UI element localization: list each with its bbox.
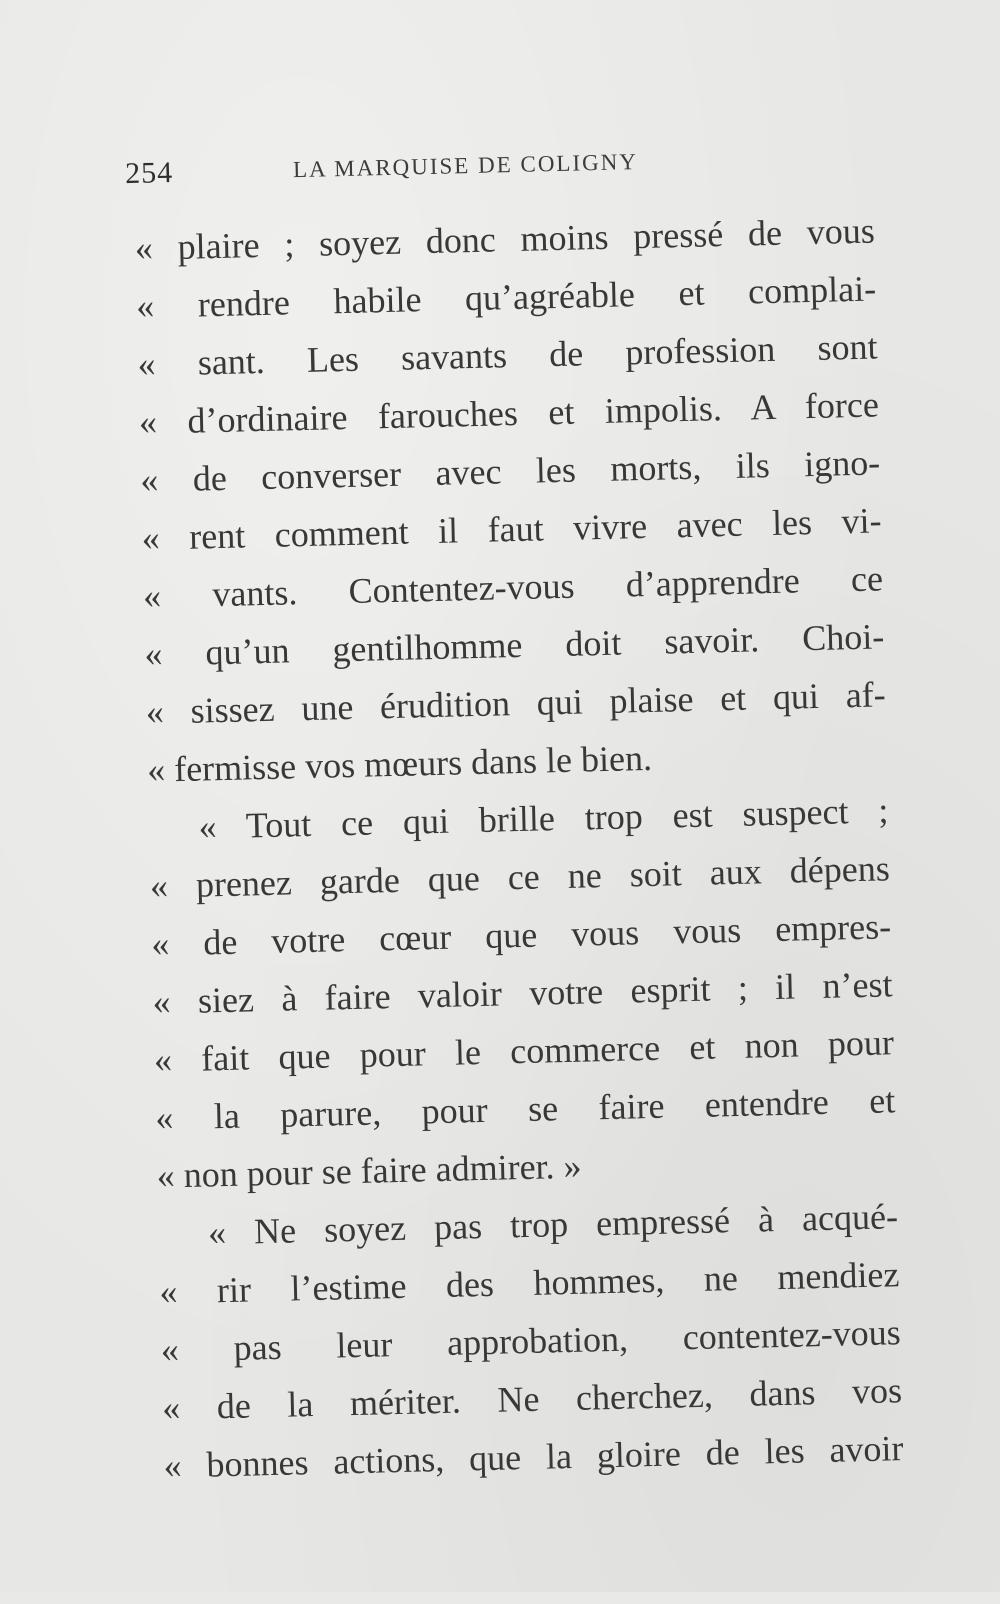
- text-line: « Ne soyez pas trop empressé à acqué-: [207, 1196, 899, 1253]
- text-line: « de converser avec les morts, ils igno-: [139, 442, 881, 500]
- text-line: « de la mériter. Ne cherchez, dans vos: [161, 1370, 903, 1428]
- text-line: « sant. Les savants de profession sont: [137, 326, 878, 384]
- page-number: 254: [124, 156, 174, 191]
- text-line: « rent comment il faut vivre avec les vi-: [141, 500, 882, 558]
- text-line: « rendre habile qu’agréable et complai-: [135, 268, 877, 326]
- text-line: « la parure, pour se faire entendre et: [154, 1080, 896, 1138]
- text-line: « fermisse vos mœurs dans le bien.: [146, 737, 653, 790]
- running-head: LA MARQUISE DE COLIGNY: [292, 149, 639, 183]
- text-line: « rir l’estime des hommes, ne mendiez: [159, 1254, 900, 1312]
- text-line: « de votre cœur que vous vous empres-: [150, 906, 892, 964]
- page-header: [125, 139, 886, 201]
- text-line: « plaire ; soyez donc moins pressé de vous: [134, 210, 876, 268]
- text-line: « vants. Contentez-vous d’apprendre ce: [142, 558, 884, 616]
- text-line: « d’ordinaire farouches et impolis. A force: [138, 384, 880, 442]
- text-line: « prenez garde que ce ne soit aux dépens: [149, 848, 891, 906]
- text-line: « siez à faire valoir votre esprit ; il n’est: [152, 964, 893, 1022]
- text-line: « fait que pour le commerce et non pour: [153, 1022, 895, 1080]
- text-line: « pas leur approbation, contentez-vous: [160, 1312, 902, 1370]
- text-line: « bonnes actions, que la gloire de les avoir: [163, 1428, 904, 1486]
- text-line: « qu’un gentilhomme doit savoir. Choi-: [143, 616, 885, 674]
- text-line: « Tout ce qui brille trop est suspect ;: [198, 790, 889, 847]
- text-line: « non pour se faire admirer. »: [156, 1145, 582, 1196]
- text-line: « sissez une érudition qui plaise et qui af-: [145, 674, 887, 732]
